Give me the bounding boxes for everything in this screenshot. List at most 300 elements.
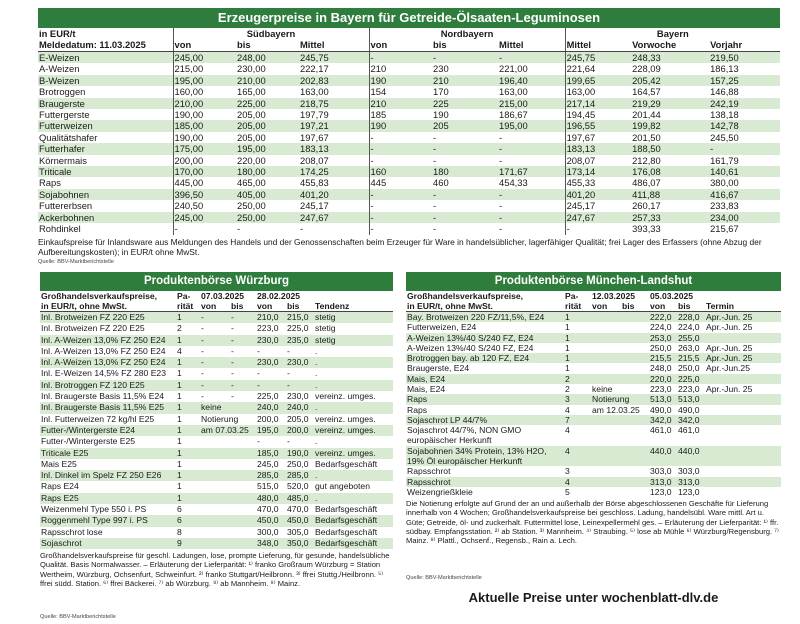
table-row: [40, 493, 393, 504]
table-cell: .: [315, 402, 318, 413]
table-cell: Futter-/Wintergerste E25: [41, 436, 136, 447]
group-nordbayern: Nordbayern: [369, 28, 565, 39]
product-header-2: in EUR/t, ohne MwSt.: [406, 301, 564, 312]
table-cell: Inl. A-Weizen 13,0% FZ 250 E24: [41, 345, 166, 356]
table-cell: 247,67: [565, 212, 631, 223]
table-cell: 180: [433, 166, 449, 178]
table-cell: [591, 333, 621, 343]
table-cell: [621, 384, 649, 394]
table-cell: Futter-/Wintergerste E24: [41, 424, 136, 435]
table-row: [38, 189, 780, 200]
table-row: [40, 470, 393, 481]
table-cell: Raps E24: [41, 481, 79, 492]
table-cell: 1: [565, 342, 570, 353]
table-row: [406, 487, 781, 497]
table-cell: [621, 487, 649, 497]
table-cell: 247,67: [300, 211, 329, 223]
table-row: [406, 353, 781, 363]
table-cell: 245,50: [710, 131, 739, 143]
table-row: [40, 402, 393, 413]
table-cell: 248,33: [632, 52, 661, 63]
table-cell: [591, 312, 621, 323]
table-cell: 123,0: [678, 486, 700, 497]
table-cell: 195,00: [499, 120, 528, 132]
table-cell: -: [433, 223, 437, 235]
table-cell: 201,50: [632, 131, 661, 143]
table-cell: 205,0: [287, 413, 309, 424]
table-cell: 1: [177, 312, 182, 322]
table-cell: [230, 402, 256, 413]
table-cell: -: [231, 357, 234, 368]
table-cell: 248,0: [650, 363, 672, 374]
table-row: [406, 384, 781, 394]
table-cell: 405,00: [237, 188, 266, 200]
table-cell: 416,67: [710, 188, 739, 200]
table-row: [40, 459, 393, 470]
table-cell: -: [231, 379, 234, 390]
table-cell: -: [257, 345, 260, 356]
wuerzburg-section: [40, 272, 393, 588]
table-cell: 445: [369, 177, 432, 188]
table-cell: 223,0: [678, 383, 700, 394]
table-cell: A-Weizen 13%/40 S/240 FZ, E24: [407, 342, 534, 353]
table-cell: 4: [565, 445, 570, 456]
table-cell: -: [499, 211, 503, 223]
table-cell: 240,50: [173, 200, 236, 211]
table-cell: 515,0: [257, 481, 279, 492]
table-cell: 188,50: [632, 143, 661, 155]
table-cell: 257,33: [632, 211, 661, 223]
table-cell: -: [287, 345, 290, 356]
table-cell: [230, 436, 256, 447]
table-cell: 485,0: [287, 492, 309, 503]
table-cell: 175,00: [173, 143, 236, 154]
table-cell: 160: [369, 166, 432, 177]
table-cell: 199,65: [565, 75, 631, 86]
table-cell: [230, 504, 256, 515]
table-cell: Bedarfsgeschäft: [315, 526, 378, 537]
table-cell: [230, 538, 256, 549]
table-cell: Rapsschrot: [407, 466, 451, 477]
paritaet-header-2: rität: [564, 301, 591, 312]
table-cell: 228,0: [678, 312, 700, 322]
table-cell: -: [257, 436, 260, 447]
table-cell: [591, 415, 621, 425]
table-cell: [621, 312, 649, 323]
table-cell: 285,0: [257, 470, 279, 481]
table-cell: 161,79: [710, 154, 739, 166]
table-cell: 197,67: [565, 132, 631, 143]
table-cell: Bay. Brotweizen 220 FZ/11,5%, E24: [407, 312, 545, 322]
table-row: [38, 86, 780, 97]
bis-header: bis: [677, 301, 705, 312]
table-cell: 1: [565, 322, 570, 333]
table-cell: [591, 466, 621, 476]
table-cell: E-Weizen: [39, 52, 80, 63]
table-cell: Bedarfsgeschäft: [315, 537, 378, 548]
table-cell: -: [231, 323, 234, 334]
table-cell: [200, 448, 230, 459]
table-cell: 225,0: [257, 391, 279, 402]
table-cell: A-Weizen 13%/40 S/240 FZ, E24: [407, 332, 534, 343]
table-cell: -: [433, 143, 437, 155]
table-cell: [621, 353, 649, 363]
table-cell: 199,82: [632, 120, 661, 132]
table-cell: keine: [201, 402, 222, 413]
wuerzburg-title: Produktenbörse Würzburg: [40, 272, 393, 291]
table-cell: 142,78: [710, 120, 739, 132]
table-cell: [230, 448, 256, 459]
table-cell: 180,00: [237, 166, 266, 178]
bis-header: bis: [286, 301, 314, 312]
table-cell: Triticale E25: [41, 447, 89, 458]
table-cell: Apr.-Jun. 25: [706, 322, 753, 333]
table-cell: [705, 394, 781, 404]
table-cell: -: [499, 131, 503, 143]
table-cell: [591, 477, 621, 487]
table-cell: 303,0: [650, 466, 672, 477]
table-cell: -: [369, 52, 432, 64]
table-cell: [621, 415, 649, 425]
table-cell: -: [499, 143, 503, 155]
table-cell: 348,0: [257, 537, 279, 548]
table-cell: -: [433, 188, 437, 200]
table-cell: [200, 493, 230, 504]
table-cell: [200, 436, 230, 447]
table-row: [38, 155, 780, 166]
table-row: [40, 538, 393, 549]
table-cell: [200, 515, 230, 526]
table-cell: 3: [565, 466, 570, 477]
table-cell: .: [315, 436, 318, 447]
source-label: Quelle: BBV-Marktberichtstelle: [38, 259, 114, 266]
table-cell: Raps: [407, 394, 428, 405]
table-cell: 393,33: [632, 223, 661, 235]
table-cell: -: [201, 312, 204, 322]
date2-header: 28.02.2025: [257, 291, 301, 301]
von-header: von: [256, 301, 286, 312]
table-cell: [705, 405, 781, 415]
table-cell: 245,75: [565, 52, 631, 64]
table-cell: 220,00: [237, 154, 266, 166]
table-cell: 245,00: [173, 52, 236, 64]
col-header: Mittel: [565, 39, 631, 52]
wuerzburg-table: [40, 291, 393, 549]
table-cell: 186,67: [499, 109, 528, 121]
table-cell: 460: [433, 177, 449, 189]
table-cell: 260,17: [632, 200, 661, 212]
table-cell: 440,0: [650, 445, 672, 456]
table-cell: 212,80: [632, 154, 661, 166]
table-cell: 210,00: [173, 98, 236, 109]
table-cell: Braugerste: [39, 97, 85, 109]
table-cell: .: [315, 368, 318, 379]
table-cell: 170: [433, 86, 449, 98]
table-cell: 215,5: [678, 353, 700, 364]
table-cell: Sojaschrot: [41, 537, 82, 548]
table-cell: Qualitätshafer: [39, 131, 98, 143]
table-cell: -: [369, 155, 432, 166]
table-row: [40, 504, 393, 515]
table-cell: -: [369, 189, 432, 200]
table-cell: Apr.-Jun.25: [706, 363, 750, 374]
table-cell: 1: [177, 470, 182, 481]
table-cell: 450,0: [287, 515, 309, 526]
table-cell: 250,0: [678, 363, 700, 374]
col-header: von: [369, 39, 432, 52]
table-cell: 230,0: [287, 391, 309, 402]
table-cell: 1: [177, 402, 182, 413]
table-cell: 1: [177, 334, 182, 345]
table-cell: 197,79: [300, 109, 329, 121]
table-cell: [200, 504, 230, 515]
table-cell: 461,0: [678, 425, 700, 436]
table-cell: 411,88: [632, 188, 661, 200]
table-cell: 195,00: [237, 143, 266, 155]
table-cell: Mais E25: [41, 458, 77, 469]
table-cell: gut angeboten: [315, 481, 370, 492]
table-cell: [230, 493, 256, 504]
table-cell: Sojabohnen: [39, 188, 90, 200]
table-cell: 401,20: [300, 188, 329, 200]
table-cell: 250,0: [650, 342, 672, 353]
table-cell: 1: [177, 458, 182, 469]
table-cell: stetig: [315, 312, 336, 322]
table-row: [38, 166, 780, 177]
table-cell: [230, 515, 256, 526]
table-cell: Inl. Futterweizen 72 kg/hl E25: [41, 413, 155, 424]
table-cell: stetig: [315, 334, 336, 345]
col-header: bis: [236, 39, 299, 52]
date1-header: 07.03.2025: [201, 291, 245, 301]
table-cell: [705, 446, 781, 467]
table-cell: 157,25: [710, 74, 739, 86]
col-header: Mittel: [498, 39, 565, 52]
table-cell: [705, 374, 781, 384]
table-cell: -: [499, 154, 503, 166]
table-cell: 200,00: [173, 155, 236, 166]
table-cell: [705, 477, 781, 487]
table-cell: Brotroggen bay. ab 120 FZ, E24: [407, 353, 530, 364]
table-cell: [621, 477, 649, 487]
table-row: [40, 323, 393, 334]
table-cell: 215,0: [287, 312, 309, 322]
table-cell: [621, 466, 649, 476]
table-cell: -: [231, 368, 234, 379]
table-cell: [591, 374, 621, 384]
table-cell: -: [433, 211, 437, 223]
table-cell: 396,50: [173, 189, 236, 200]
table-cell: 350,0: [287, 537, 309, 548]
paritaet-header: Pa-: [177, 291, 191, 301]
table-cell: [621, 446, 649, 467]
table-cell: -: [710, 143, 714, 155]
table-cell: 513,0: [678, 394, 700, 405]
table-row: [40, 346, 393, 357]
table-cell: 171,67: [499, 166, 528, 178]
table-cell: Mais, E24: [407, 373, 446, 384]
table-cell: 200,0: [287, 424, 309, 435]
table-cell: [705, 333, 781, 343]
bis-header: bis: [621, 301, 649, 312]
table-cell: 208,07: [565, 155, 631, 166]
table-row: [406, 425, 781, 446]
table-cell: [621, 374, 649, 384]
table-cell: 470,0: [257, 504, 279, 515]
table-cell: Inl. Brotweizen FZ 220 E25: [41, 323, 145, 334]
table-cell: 465,00: [237, 177, 266, 189]
table-cell: 233,83: [710, 200, 739, 212]
table-cell: 245,00: [173, 212, 236, 223]
table-row: [38, 98, 780, 109]
table-cell: Sojaschrot 44/7%, NON GMO europäischer Herkunft: [407, 425, 522, 446]
table-cell: 205,00: [237, 131, 266, 143]
table-cell: 450,0: [257, 515, 279, 526]
table-cell: 164,57: [632, 86, 661, 98]
table-cell: 245,0: [257, 458, 279, 469]
table-cell: 230: [433, 63, 449, 75]
table-cell: 210: [369, 63, 432, 74]
table-cell: Ackerbohnen: [39, 211, 95, 223]
table-cell: Apr.-Jun. 25: [706, 353, 753, 364]
table-cell: 225,00: [237, 97, 266, 109]
table-cell: Futtergerste: [39, 109, 90, 121]
table-cell: Futterweizen: [39, 120, 93, 132]
table-row: [406, 394, 781, 404]
table-row: [406, 415, 781, 425]
table-cell: 185: [369, 109, 432, 120]
date2-header: 05.03.2025: [650, 291, 694, 301]
table-cell: 4: [565, 476, 570, 487]
table-cell: -: [201, 334, 204, 345]
table-cell: 174,25: [300, 166, 329, 178]
table-cell: 217,14: [565, 98, 631, 109]
table-cell: A-Weizen: [39, 63, 80, 75]
table-cell: 1: [177, 357, 182, 368]
table-cell: 185,00: [173, 120, 236, 131]
table-cell: vereinz. umges.: [315, 391, 376, 402]
table-cell: 208,07: [300, 154, 329, 166]
table-cell: Mais, E24: [407, 383, 446, 394]
table-cell: 401,20: [565, 189, 631, 200]
table-row: [40, 515, 393, 526]
table-cell: [230, 481, 256, 492]
table-row: [406, 374, 781, 384]
table-cell: 163,00: [499, 86, 528, 98]
table-cell: -: [231, 345, 234, 356]
table-cell: 210: [433, 74, 449, 86]
table-cell: 1: [177, 447, 182, 458]
table-cell: Sojaschrot LP 44/7%: [407, 414, 488, 425]
table-cell: 215,67: [710, 223, 739, 235]
muenchen-title: Produktenbörse München-Landshut: [406, 272, 781, 291]
date-label: Meldedatum: 11.03.2025: [38, 39, 173, 52]
table-cell: 1: [565, 332, 570, 343]
table-cell: 470,0: [287, 504, 309, 515]
table-row: [40, 391, 393, 402]
table-cell: -: [201, 345, 204, 356]
table-cell: 253,0: [650, 332, 672, 343]
table-cell: [705, 487, 781, 497]
table-cell: 486,07: [632, 177, 661, 189]
table-cell: 222,0: [650, 312, 672, 322]
table-row: [40, 380, 393, 391]
table-cell: -: [300, 223, 304, 235]
table-cell: 230,0: [257, 334, 279, 345]
table-cell: 285,0: [287, 470, 309, 481]
wochenblatt-link[interactable]: Aktuelle Preise unter wochenblatt-dlv.de: [468, 590, 719, 605]
table-cell: 303,0: [678, 466, 700, 477]
table-cell: Inl. A-Weizen 13,0% FZ 250 E24: [41, 357, 166, 368]
table-cell: -: [231, 391, 234, 402]
table-cell: -: [287, 379, 290, 390]
table-cell: 6: [177, 504, 182, 515]
table-cell: 205,00: [237, 120, 266, 132]
table-cell: 5: [565, 486, 570, 497]
table-cell: Raps: [407, 404, 428, 415]
table-row: [38, 177, 780, 188]
table-cell: 194,45: [565, 109, 631, 120]
table-cell: Brotroggen: [39, 86, 86, 98]
table-cell: -: [231, 334, 234, 345]
table-cell: 186,13: [710, 63, 739, 75]
table-row: [406, 446, 781, 467]
table-cell: [621, 322, 649, 332]
table-cell: 215,5: [650, 353, 672, 364]
table-cell: 190: [433, 109, 449, 121]
table-cell: 455,33: [565, 177, 631, 188]
table-cell: 461,0: [650, 425, 672, 436]
table-cell: Futterhafer: [39, 143, 85, 155]
muenchen-table: [406, 291, 781, 497]
table-cell: 240,0: [287, 402, 309, 413]
table-cell: -: [287, 436, 290, 447]
paritaet-header: Pa-: [565, 291, 579, 301]
table-cell: 222,17: [300, 63, 329, 75]
table-cell: 219,29: [632, 97, 661, 109]
table-cell: [591, 322, 621, 332]
table-cell: 224,0: [678, 322, 700, 333]
table-cell: 223,0: [650, 383, 672, 394]
table-cell: 165,00: [237, 86, 266, 98]
table-cell: 140,61: [710, 166, 739, 178]
table-cell: 342,0: [678, 414, 700, 425]
table-cell: 490,0: [678, 404, 700, 415]
table-cell: 1: [565, 363, 570, 374]
table-row: [406, 322, 781, 332]
table-cell: [200, 538, 230, 549]
group-bayern: Bayern: [565, 28, 780, 39]
table-cell: -: [499, 223, 503, 235]
table-cell: 480,0: [257, 492, 279, 503]
table-cell: 163,00: [565, 86, 631, 97]
table-cell: Sojabohnen 34% Protein, 13% H2O, 19% Öl europäischer Herkunft: [407, 445, 547, 466]
col-header: Vorwoche: [631, 39, 709, 52]
table-cell: 220,0: [650, 373, 672, 384]
table-cell: 313,0: [678, 476, 700, 487]
table-cell: 170,00: [173, 166, 236, 177]
table-cell: .: [315, 357, 318, 368]
table-cell: 2: [565, 383, 570, 394]
table-row: [406, 363, 781, 373]
table-cell: .: [315, 492, 318, 503]
table-cell: Triticale: [39, 166, 72, 178]
table-row: [38, 120, 780, 131]
table-cell: 195,0: [257, 424, 279, 435]
table-cell: -: [201, 391, 204, 402]
erzeugerpreise-section: [38, 8, 780, 265]
table-cell: B-Weizen: [39, 74, 80, 86]
